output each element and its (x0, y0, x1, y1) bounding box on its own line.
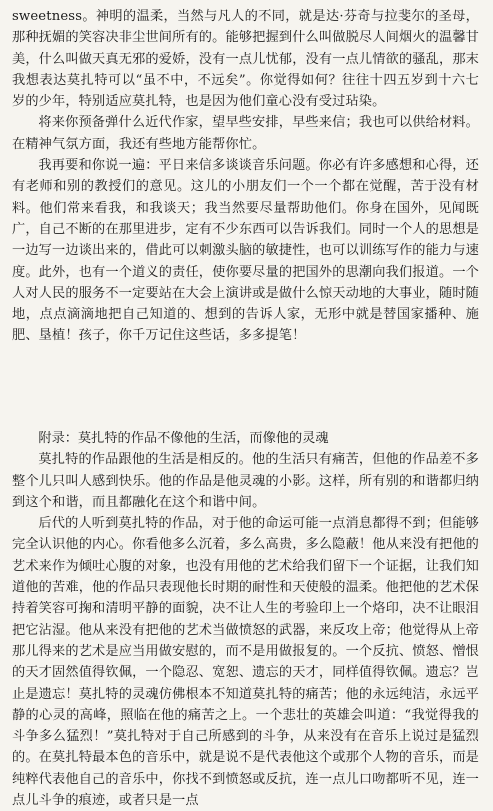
appendix-paragraph-works-vs-life: 莫扎特的作品跟他的生活是相反的。他的生活只有痛苦，但他的作品差不多整个儿只叫人感到快乐。他的作品是他灵魂的小影。这样，所有别的和谐都归纳到这个和谐，而且都融化在这个和谐中间。 (12, 452, 479, 510)
paragraph-music-questions: 我再要和你说一遍：平日来信多谈谈音乐问题。你必有许多感想和心得，还有老师和别的教授们的意见。这儿的小朋友们一个一个都在觉醒，苦于没有材料。他们常来看我，和我谈天；我当然要尽量帮助他们。你身在国外，见闻既广，自己不断的在那里进步，定有不少东西可以告诉我们。同时一个人的思想是一边写一边谈出来的，借此可以刺激头脑的敏捷性，也可以训练写作的能力与速度。此外，也有一个道义的责任，使你要尽量的把国外的思潮向我们报道。一个人对人民的服务不一定要站在大会上演讲或是做什么惊天动地的大事业，随时随地，点点滴滴地把自己知道的、想到的告诉人家，无形中就是替国家播种、施肥、垦植！孩子，你千万记住这些话，多多提笔！ (12, 158, 479, 344)
paragraph-sweetness: sweetness。神明的温柔，当然与凡人的不同，就是达·芬奇与拉斐尔的圣母，那种抚媚的笑容决非尘世间所有的。能够把握到什么叫做脱尽人间烟火的温馨甘美，什么叫做天真无邪的爱娇，没有一点儿忧郁，没有一点儿情欲的骚乱，那末我想表达莫扎特可以“虽不中，不远矣”。你觉得如何？往往十四五岁到十六七岁的少年，特别适应莫扎特，也是因为他们童心没有受过玷染。 (12, 9, 479, 110)
appendix-heading: 附录：莫扎特的作品不像他的生活，而像他的灵魂 (38, 431, 329, 446)
paragraph-modern-composers: 将来你预备弹什么近代作家，望早些安排，早些来信；我也可以供给材料。在精神气氛方面，我还有些地方能帮你忙。 (12, 115, 479, 152)
appendix-section (12, 428, 479, 811)
appendix-paragraph-later-listeners: 后代的人听到莫扎特的作品，对于他的命运可能一点消息都得不到；但能够完全认识他的内心。你看他多么沉着，多么高贵，多么隐蔽！他从来没有把他的艺术来作为倾吐心腹的对象，也没有用他的艺术给我们留下一个证据，让我们知道他的苦难，他的作品只表现他长时期的耐性和天使般的温柔。他把他的艺术保持着笑容可掬和清明平静的面貌，决不让人生的考验印上一个烙印，决不让眼泪把它沾湿。他从来没有把他的艺术当做愤怒的武器，来反攻上帝；他觉得从上帝那儿得来的艺术是应当用做安慰的，而不是用做报复的。一个反抗、愤怒、憎恨的天才固然值得钦佩，一个隐忍、宽恕、遗忘的天才，同样值得钦佩。遗忘？岂止是遗忘！莫扎特的灵魂仿佛根本不知道莫扎特的痛苦；他的永远纯洁，永远平静的心灵的高峰，照临在他的痛苦之上。一个悲壮的英雄会叫道：“我觉得我的斗争多么猛烈！”莫扎特对于自己所感到的斗争，从来没有在音乐上说过是猛烈的。在莫扎特最本色的音乐中，就是说不是代表他这个或那个人物的音乐，而是纯粹代表他自己的音乐中，你找不到愤怒或反抗，连一点儿口吻都听不见，连一点儿斗争的痕迹，或者只是一点 (12, 516, 479, 809)
letter-section (12, 6, 479, 347)
